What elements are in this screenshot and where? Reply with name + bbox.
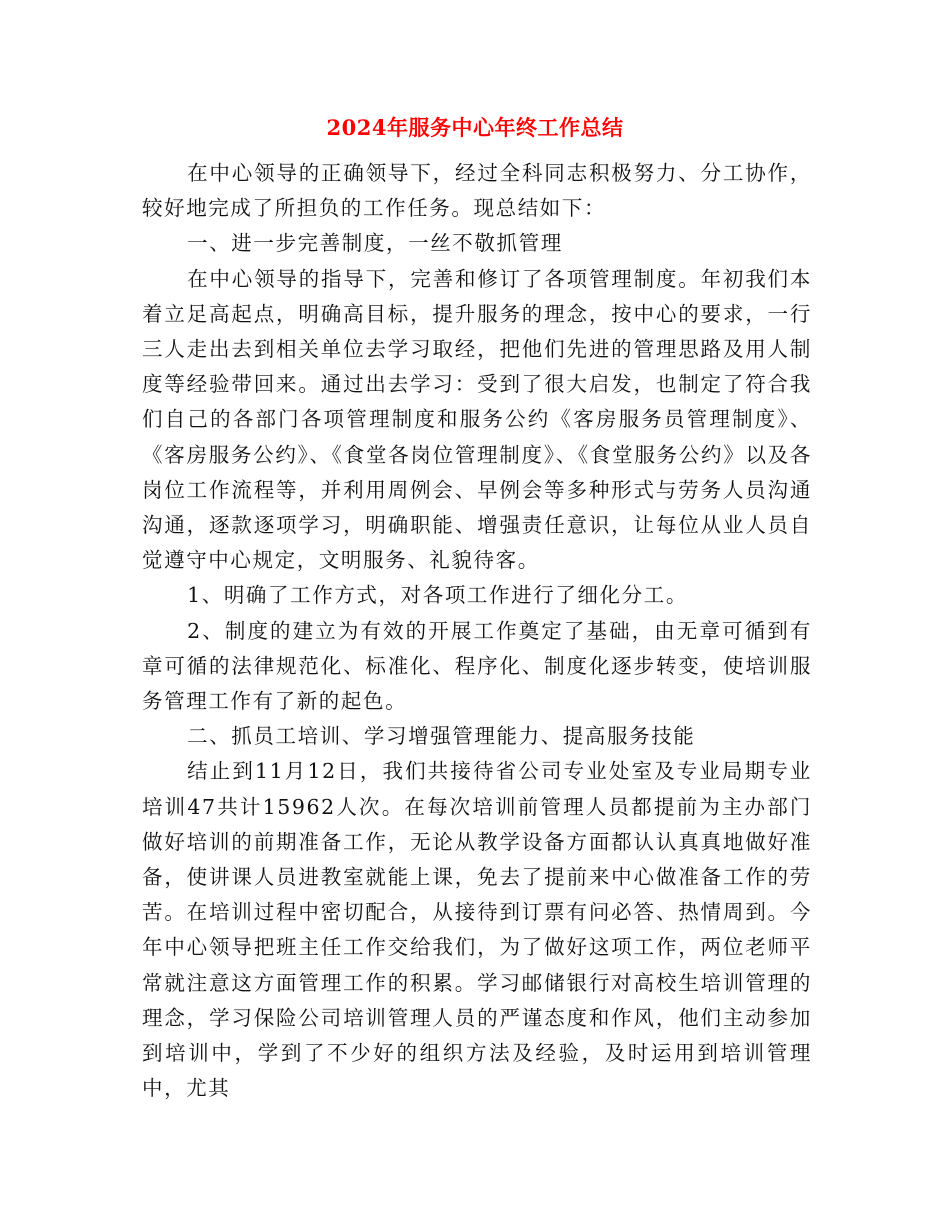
body-paragraph: 在中心领导的指导下，完善和修订了各项管理制度。年初我们本着立足高起点，明确高目标，提升服务的理念，按中心的要求，一行三人走出去到相关单位去学习取经，把他们先进的管理思路及用人制度等经验带回来。通过出去学习：受到了很大启发，也制定了符合我们自己的各部门各项管理制度和服务公约《客房服务员管理制度》、《客房服务公约》、《食堂各岗位管理制度》、《食堂服务公约》以及各岗位工作流程等，并利用周例会、早例会等多种形式与劳务人员沟通沟通，逐款逐项学习，明确职能、增强责任意识，让每位从业人员自觉遵守中心规定，文明服务、礼貌待客。 — [142, 266, 812, 573]
intro-paragraph: 在中心领导的正确领导下，经过全科同志积极努力、分工协作，较好地完成了所担负的工作任务。现总结如下： — [142, 161, 812, 221]
document-body — [142, 156, 812, 1106]
section-heading-2: 二、抓员工培训、学习增强管理能力、提高服务技能 — [187, 724, 696, 749]
list-item-1: 1、明确了工作方式，对各项工作进行了细化分工。 — [187, 583, 688, 608]
list-item-2: 2、制度的建立为有效的开展工作奠定了基础，由无章可循到有章可循的法律规范化、标准化、程序化、制度化逐步转变，使培训服务管理工作有了新的起色。 — [142, 618, 812, 714]
body-paragraph: 结止到11月12日，我们共接待省公司专业处室及专业局期专业培训47共计15962人次。在每次培训前管理人员都提前为主办部门做好培训的前期准备工作，无论从教学设备方面都认认真真地做好准备，使讲课人员进教室就能上课，免去了提前来中心做准备工作的劳苦。在培训过程中密切配合，从接待到订票有问必答、热情周到。今年中心领导把班主任工作交给我们，为了做好这项工作，两位老师平常就注意这方面管理工作的积累。学习邮储银行对高校生培训管理的理念，学习保险公司培训管理人员的严谨态度和作风，他们主动参加到培训中，学到了不少好的组织方法及经验，及时运用到培训管理中，尤其 — [142, 759, 812, 1101]
section-heading-1: 一、进一步完善制度，一丝不敬抓管理 — [187, 231, 563, 256]
document-title: 2024年服务中心年终工作总结 — [326, 115, 624, 140]
